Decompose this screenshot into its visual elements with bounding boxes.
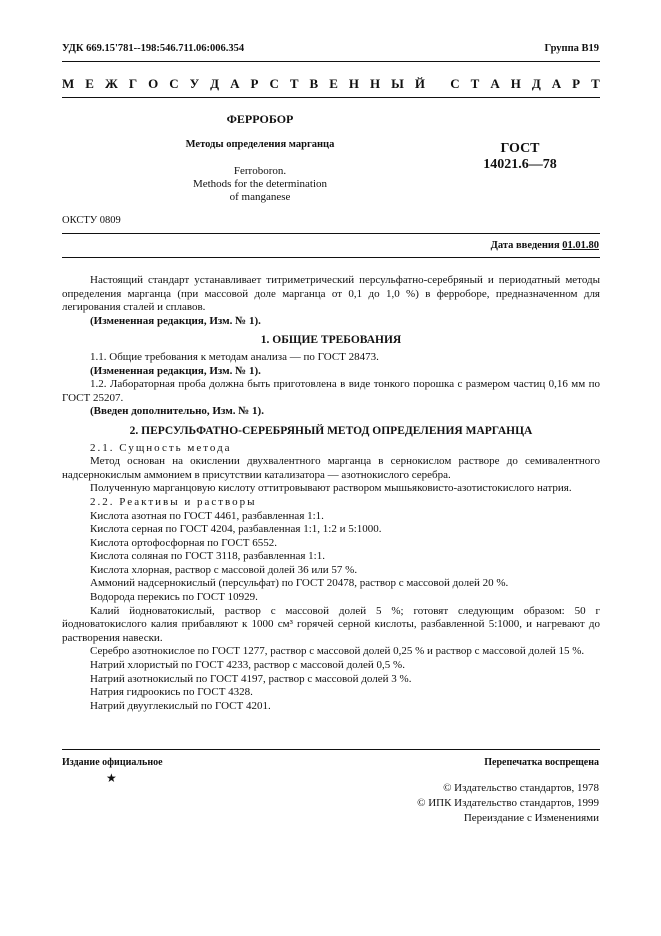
banner-letter: Т <box>470 76 480 91</box>
paragraph: Натрий двууглекислый по ГОСТ 4201. <box>90 699 271 712</box>
banner-letter: В <box>309 76 319 91</box>
official-edition: Издание официальное <box>62 757 163 768</box>
paragraph: 2.1. Сущность метода <box>90 441 232 454</box>
gost-number <box>470 141 570 173</box>
banner-letter: Д <box>210 76 220 91</box>
interstate-standard-banner <box>62 76 600 92</box>
paragraph: Кислота серная по ГОСТ 4204, разбавленная 1:1, 1:2 и 5:1000. <box>90 523 382 536</box>
footer-rule <box>62 749 600 750</box>
banner-letter: С <box>269 76 279 91</box>
title-en <box>160 165 360 204</box>
banner-letter: Р <box>250 76 259 91</box>
copyright-1999: © ИПК Издательство стандартов, 1999 <box>417 797 599 809</box>
gost-label: ГОСТ <box>500 141 540 156</box>
banner-letter: Д <box>531 76 541 91</box>
top-rule <box>62 61 600 62</box>
title-en-line2: Methods for the determination <box>192 178 328 190</box>
paragraph: Калий йодноватокислый, раствор с массовой долей 5 %; готовят следующим образом: 50 г йодноватокислого калия прибавляют к 1000 см³ горячей серной кислоты, разбавленной 5:1000, и нагревают до растворения навески. <box>62 604 600 644</box>
okstu-rule <box>62 233 600 234</box>
introduction-date <box>491 240 599 251</box>
banner-letter: Р <box>572 76 581 91</box>
banner-letter: Н <box>510 76 521 91</box>
date-rule <box>62 257 600 258</box>
paragraph: Натрий хлористый по ГОСТ 4233, раствор с массовой долей 0,5 %. <box>90 659 405 672</box>
banner-letter: А <box>490 76 500 91</box>
document-body <box>62 274 600 713</box>
banner-letter: О <box>148 76 159 91</box>
banner-letter: А <box>551 76 562 91</box>
paragraph: Кислота хлорная, раствор с массовой долей 36 или 57 %. <box>90 563 358 576</box>
paragraph: Настоящий стандарт устанавливает титриметрический персульфатно-серебряный и периодатный методы определения марганца (при массовой доле марганца от 0,1 до 1,0 %) в ферроборе, предназначенном для легирования сталей и сплавов. <box>62 274 600 314</box>
reissue-note: Переиздание с Изменениями <box>463 812 599 824</box>
banner-letter: Ж <box>104 76 118 91</box>
paragraph: Кислота ортофосфорная по ГОСТ 6552. <box>90 536 278 549</box>
paragraph: Натрий азотнокислый по ГОСТ 4197, раствор с массовой долей 3 %. <box>90 672 412 685</box>
banner-letter: Н <box>348 76 359 91</box>
intro-date-value: 01.01.80 <box>562 240 599 251</box>
reprint-prohibited: Перепечатка воспрещена <box>484 757 599 768</box>
copyright-1978: © Издательство стандартов, 1978 <box>443 782 599 794</box>
okstu-code: ОКСТУ 0809 <box>62 215 121 226</box>
banner-letter: Й <box>414 76 425 91</box>
banner-rule <box>62 97 600 98</box>
banner-letter: Е <box>85 76 94 91</box>
banner-letter: М <box>62 76 75 91</box>
banner-letter: Г <box>128 76 138 91</box>
udk-code: УДК 669.15'781--198:546.711.06:006.354 <box>62 43 245 54</box>
gost-code: 14021.6—78 <box>483 157 557 172</box>
paragraph: Водорода перекись по ГОСТ 10929. <box>90 591 258 604</box>
star-icon: ★ <box>106 771 117 785</box>
section-heading: 2. ПЕРСУЛЬФАТНО-СЕРЕБРЯНЫЙ МЕТОД ОПРЕДЕЛЕНИЯ МАРГАНЦА <box>129 424 533 437</box>
intro-date-label: Дата введения <box>490 240 560 251</box>
banner-letter: С <box>169 76 179 91</box>
paragraph: (Измененная редакция, Изм. № 1). <box>90 364 261 377</box>
banner-letter: Т <box>289 76 299 91</box>
banner-letter: Н <box>369 76 381 91</box>
group-code: Группа В19 <box>544 43 599 54</box>
banner-letter: Т <box>591 76 600 91</box>
paragraph: Серебро азотнокислое по ГОСТ 1277, раствор с массовой долей 0,25 % и раствор с массовой долей 15 %. <box>90 645 585 658</box>
copyright-block <box>417 781 599 826</box>
banner-letter <box>436 76 439 92</box>
banner-letter: Ы <box>391 76 404 91</box>
paragraph: Кислота соляная по ГОСТ 3118, разбавленная 1:1. <box>90 550 325 563</box>
paragraph: Полученную марганцовую кислоту оттитровывают раствором мышьяковисто-азотистокислого натрия. <box>90 482 572 495</box>
section-heading: 1. ОБЩИЕ ТРЕБОВАНИЯ <box>260 334 402 347</box>
paragraph: Метод основан на окислении двухвалентного марганца в сернокислом растворе до семивалентного надсернокислым аммонием в присутствии катализатора — азотнокислого серебра. <box>62 455 600 481</box>
title-en-line1: Ferroboron. <box>233 165 287 177</box>
banner-letter: У <box>189 76 200 91</box>
banner-letter: А <box>230 76 240 91</box>
title-en-line3: of manganese <box>229 191 291 203</box>
paragraph: 1.1. Общие требования к методам анализа — по ГОСТ 28473. <box>90 350 379 363</box>
banner-letter: С <box>450 76 460 91</box>
title-ru: ФЕРРОБОР <box>226 112 294 126</box>
banner-letter: Е <box>329 76 338 91</box>
title-subtitle: Методы определения марганца <box>185 139 335 150</box>
paragraph: (Измененная редакция, Изм. № 1). <box>90 314 261 327</box>
paragraph: Кислота азотная по ГОСТ 4461, разбавленная 1:1. <box>90 509 324 522</box>
paragraph: Аммоний надсернокислый (персульфат) по ГОСТ 20478, раствор с массовой долей 20 %. <box>90 577 509 590</box>
paragraph: Натрия гидроокись по ГОСТ 4328. <box>90 686 253 699</box>
paragraph: (Введен дополнительно, Изм. № 1). <box>90 405 264 418</box>
paragraph: 1.2. Лабораторная проба должна быть приготовлена в виде тонкого порошка с размером частиц 0,16 мм по ГОСТ 25207. <box>62 378 600 404</box>
paragraph: 2.2. Реактивы и растворы <box>90 495 257 508</box>
